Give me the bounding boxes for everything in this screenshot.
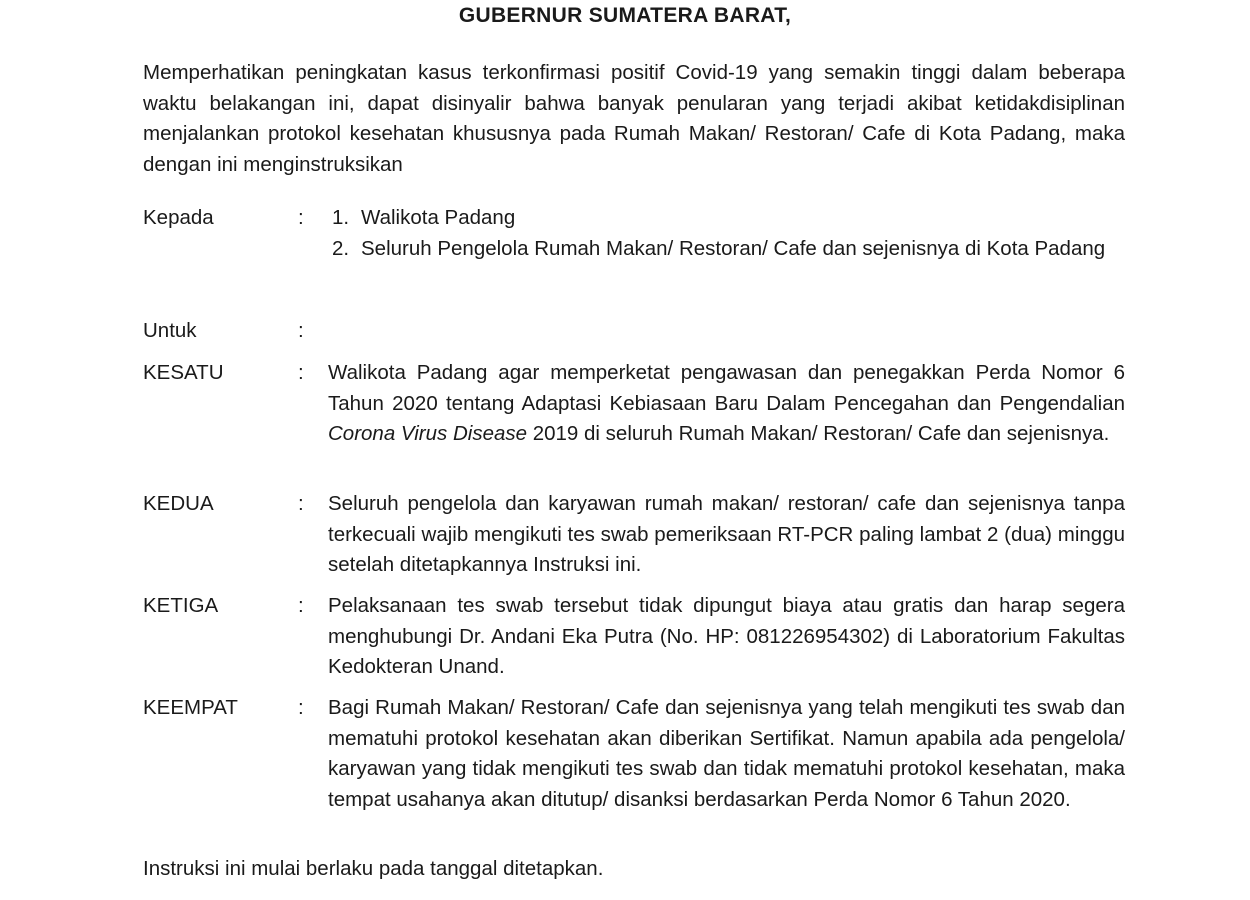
ketiga-colon: : (298, 594, 304, 617)
recipient-number: 2. (332, 236, 350, 260)
kesatu-label: KESATU (143, 361, 224, 384)
untuk-label: Untuk (143, 319, 197, 342)
recipient-text: Seluruh Pengelola Rumah Makan/ Restoran/ Cafe dan sejenisnya di Kota Padang (361, 236, 1106, 260)
kepada-recipient-list (328, 203, 1125, 264)
intro-paragraph: Memperhatikan peningkatan kasus terkonfirmasi positif Covid-19 yang semakin tinggi dalam beberapa waktu belakangan ini, dapat disinyalir bahwa banyak penularan yang terjadi akibat ketidakdisiplinan menjalankan protokol kesehatan khususnya pada Rumah Makan/ Restoran/ Cafe di Kota Padang, maka dengan ini menginstruksikan (143, 61, 1125, 176)
kepada-label: Kepada (143, 206, 214, 229)
recipient-text: Walikota Padang (361, 206, 516, 229)
kesatu-text-part: Walikota Padang agar memperketat pengawasan dan penegakkan Perda Nomor 6 Tahun 2020 tentang Adaptasi Kebiasaan Baru Dalam Pencegahan dan Pengendalian (328, 361, 1125, 415)
kedua-label: KEDUA (143, 492, 214, 515)
recipient-number: 1. (332, 206, 350, 229)
kesatu-text (328, 358, 1125, 450)
ketiga-text: Pelaksanaan tes swab tersebut tidak dipungut biaya atau gratis dan harap segera menghubungi Dr. Andani Eka Putra (No. HP: 081226954302) di Laboratorium Fakultas Kedokteran Unand. (328, 594, 1125, 678)
ketiga-label: KETIGA (143, 594, 219, 617)
keempat-text: Bagi Rumah Makan/ Restoran/ Cafe dan sejenisnya yang telah mengikuti tes swab dan mematuhi protokol kesehatan akan diberikan Sertifikat. Namun apabila ada pengelola/ karyawan yang tidak mengikuti tes swab dan tidak mematuhi protokol kesehatan, maka tempat usahanya akan ditutup/ disanksi berdasarkan Perda Nomor 6 Tahun 2020. (328, 696, 1125, 811)
recipient-item (328, 234, 1125, 265)
kedua-text: Seluruh pengelola dan karyawan rumah makan/ restoran/ cafe dan sejenisnya tanpa terkecuali wajib mengikuti tes swab pemeriksaan RT-PCR paling lambat 2 (dua) minggu setelah ditetapkannya Instruksi ini. (328, 492, 1125, 576)
keempat-colon: : (298, 696, 304, 719)
kesatu-italic-term: Corona Virus Disease (328, 422, 528, 445)
document-title: GUBERNUR SUMATERA BARAT, (458, 4, 792, 27)
kesatu-text-part: 2019 di seluruh Rumah Makan/ Restoran/ Cafe dan sejenisnya. (527, 422, 1110, 445)
recipient-item (328, 203, 1125, 234)
kesatu-colon: : (298, 361, 304, 384)
kedua-colon: : (298, 492, 304, 515)
closing-statement: Instruksi ini mulai berlaku pada tanggal ditetapkan. (143, 857, 604, 880)
kepada-colon: : (298, 206, 304, 229)
untuk-colon: : (298, 319, 304, 342)
keempat-label: KEEMPAT (143, 696, 238, 719)
